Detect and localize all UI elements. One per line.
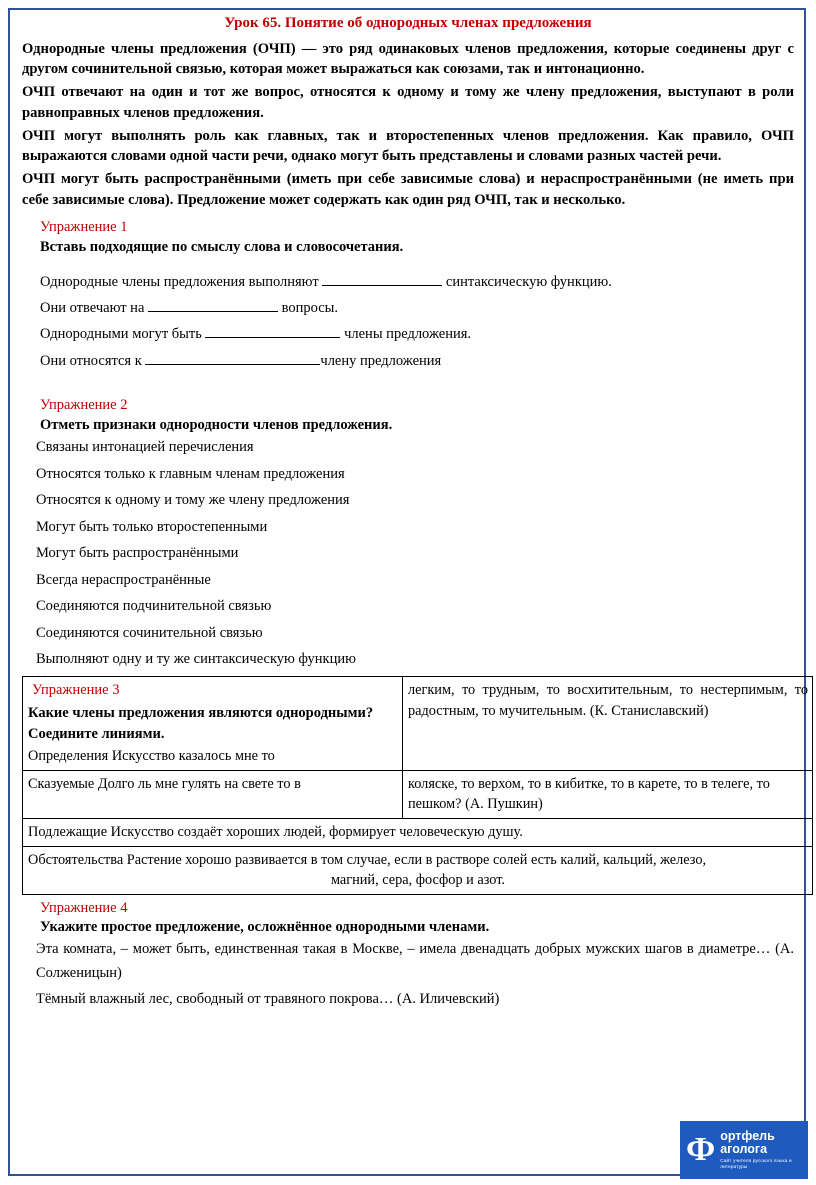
exercise-1-line-after: вопросы. — [278, 299, 339, 316]
exercise-3-row-left[interactable]: Подлежащие Искусство создаёт хороших людей, формирует человеческую душу. — [23, 819, 813, 847]
exercise-1-line-before: Они относятся к — [40, 352, 146, 369]
exercise-1-line-before: Однородными могут быть — [40, 326, 206, 343]
exercise-1-line-before: Однородные члены предложения выполняют — [40, 273, 323, 290]
blank-field[interactable] — [322, 285, 442, 286]
exercise-3-row-right[interactable]: легким, то трудным, то восхитительным, то нестерпимым, то радостным, то мучительным. (К. Станиславский) — [403, 676, 813, 770]
exercise-1-line-after: члену предложения — [320, 352, 442, 369]
blank-field[interactable] — [145, 364, 320, 365]
table-row — [23, 770, 813, 818]
exercise-3-row-left[interactable]: Сказуемые Долго ль мне гулять на свете то в — [23, 770, 403, 818]
exercise-2-item[interactable]: Могут быть только второстепенными — [36, 518, 268, 535]
logo-line-2: аголога — [720, 1142, 768, 1157]
exercise-4-heading: Упражнение 4 — [40, 900, 128, 917]
logo-tagline: Сайт учителя русского языка и литературы — [720, 1158, 792, 1170]
blank-field[interactable] — [205, 337, 340, 338]
spacer — [22, 376, 794, 389]
table-row — [23, 846, 813, 894]
exercise-1-line — [40, 350, 794, 373]
exercise-3-table — [22, 676, 813, 895]
exercise-3-row-right[interactable]: коляске, то верхом, то в кибитке, то в карете, то в телеге, то пешком? (А. Пушкин) — [403, 770, 813, 818]
exercise-2-subheading: Отметь признаки однородности членов предложения. — [40, 417, 393, 434]
exercise-3-row-4[interactable] — [23, 846, 813, 894]
logo-text — [720, 1130, 802, 1170]
exercise-1-heading: Упражнение 1 — [40, 218, 128, 235]
document-content — [22, 14, 808, 1015]
exercise-2-item[interactable]: Относятся к одному и тому же члену предложения — [36, 492, 350, 509]
spacer — [22, 258, 794, 271]
exercise-2-item[interactable]: Всегда нераспространённые — [36, 571, 211, 588]
exercise-2-item[interactable]: Выполняют одну и ту же синтаксическую функцию — [36, 651, 356, 668]
exercise-4-item[interactable]: Эта комната, – может быть, единственная такая в Москве, – имела двенадцать добрых мужских шагов в диаметре… (А. Солженицын) — [36, 941, 794, 981]
intro-paragraph-4: ОЧП могут быть распространёнными (иметь при себе зависимые слова) и нераспространёнными (не иметь при себе зависимые слова). Предложение может содержать как один ряд ОЧП, так и несколько. — [22, 171, 794, 208]
exercise-1-line — [40, 271, 794, 294]
logo-letter: Ф — [686, 1131, 716, 1168]
blank-field[interactable] — [148, 311, 278, 312]
table-row — [23, 676, 813, 770]
exercise-1-line — [40, 323, 794, 346]
exercise-4-item[interactable]: Тёмный влажный лес, свободный от травяного покрова… (А. Иличевский) — [36, 991, 500, 1008]
exercise-4-subheading: Укажите простое предложение, осложнённое однородными членами. — [40, 919, 490, 936]
exercise-2-item[interactable]: Относятся только к главным членам предложения — [36, 465, 345, 482]
exercise-1-subheading: Вставь подходящие по смыслу слова и словосочетания. — [40, 238, 404, 255]
exercise-3-row-right: магний, сера, фосфор и азот. — [330, 872, 506, 889]
exercise-1-line — [40, 297, 794, 320]
exercise-3-row-left: Обстоятельства Растение хорошо развивается в том случае, если в растворе солей есть калий, кальций, железо, — [28, 851, 707, 868]
exercise-3-subheading: Какие члены предложения являются однородными? Соедините линиями. — [28, 704, 374, 742]
page-title: Урок 65. Понятие об однородных членах предложения — [224, 15, 592, 31]
intro-paragraph-2: ОЧП отвечают на один и тот же вопрос, относятся к одному и тому же члену предложения, выступают в роли равноправных членов предложения. — [22, 84, 794, 121]
logo-line-1: ортфель — [720, 1129, 775, 1144]
exercise-2-item[interactable]: Соединяются сочинительной связью — [36, 624, 263, 641]
table-row — [23, 819, 813, 847]
exercise-1-line-before: Они отвечают на — [40, 299, 148, 316]
intro-paragraph-1: Однородные члены предложения (ОЧП) — это ряд одинаковых членов предложения, которые соединены друг с другом сочинительной связью, которая может выражаться как союзами, так и интонационно. — [22, 40, 794, 78]
site-logo — [680, 1121, 808, 1179]
exercise-2-item[interactable]: Могут быть распространёнными — [36, 545, 239, 562]
exercise-2-heading: Упражнение 2 — [40, 397, 128, 414]
table-cell-heading — [23, 676, 403, 770]
exercise-2-item[interactable]: Связаны интонацией перечисления — [36, 439, 254, 456]
exercise-1-line-after: синтаксическую функцию. — [442, 273, 612, 290]
intro-paragraph-3: ОЧП могут выполнять роль как главных, так и второстепенных членов предложения. Как правило, ОЧП выражаются словами одной части речи, однако могут быть представлены и словами разных частей речи. — [22, 127, 794, 165]
exercise-3-heading: Упражнение 3 — [32, 681, 120, 698]
exercise-3-row-left[interactable]: Определения Искусство казалось мне то — [28, 747, 275, 764]
exercise-3-table-wrapper — [22, 676, 808, 895]
exercise-1-line-after: члены предложения. — [340, 326, 472, 343]
exercise-2-item[interactable]: Соединяются подчинительной связью — [36, 598, 272, 615]
